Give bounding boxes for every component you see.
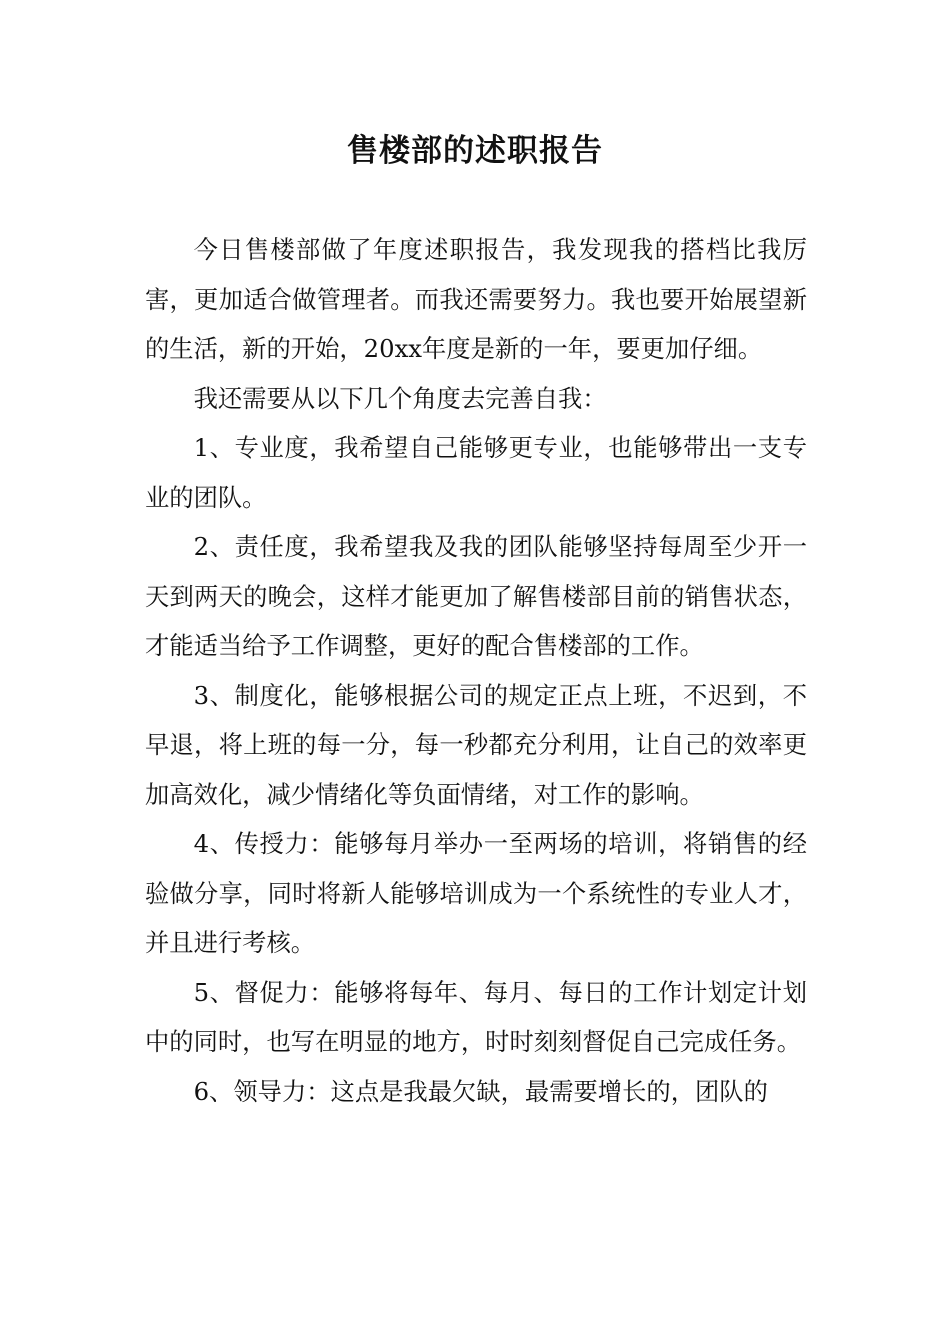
document-title: 售楼部的述职报告 xyxy=(347,133,603,169)
paragraph-item-1: 1、专业度，我希望自己能够更专业，也能够带出一支专业的团队。 xyxy=(145,433,807,512)
paragraph-item-4: 4、传授力：能够每月举办一至两场的培训，将销售的经验做分享，同时将新人能够培训成为一个系统性的专业人才，并且进行考核。 xyxy=(145,829,807,957)
paragraph-lead-in: 我还需要从以下几个角度去完善自我： xyxy=(193,383,607,413)
paragraph-item-6: 6、领导力：这点是我最欠缺，最需要增长的，团队的 xyxy=(193,1076,768,1106)
paragraph-item-3: 3、制度化，能够根据公司的规定正点上班，不迟到，不早退，将上班的每一分，每一秒都充分利用，让自己的效率更加高效化，减少情绪化等负面情绪，对工作的影响。 xyxy=(145,680,807,809)
document-body xyxy=(145,225,807,1116)
paragraph-intro: 今日售楼部做了年度述职报告，我发现我的搭档比我厉害，更加适合做管理者。而我还需要努力。我也要开始展望新的生活，新的开始，20xx年度是新的一年，要更加仔细。 xyxy=(145,235,807,363)
paragraph-item-5: 5、督促力：能够将每年、每月、每日的工作计划定计划中的同时，也写在明显的地方，时时刻刻督促自己完成任务。 xyxy=(145,977,807,1056)
paragraph-item-2: 2、责任度，我希望我及我的团队能够坚持每周至少开一天到两天的晚会，这样才能更加了解售楼部目前的销售状态，才能适当给予工作调整，更好的配合售楼部的工作。 xyxy=(145,532,807,660)
